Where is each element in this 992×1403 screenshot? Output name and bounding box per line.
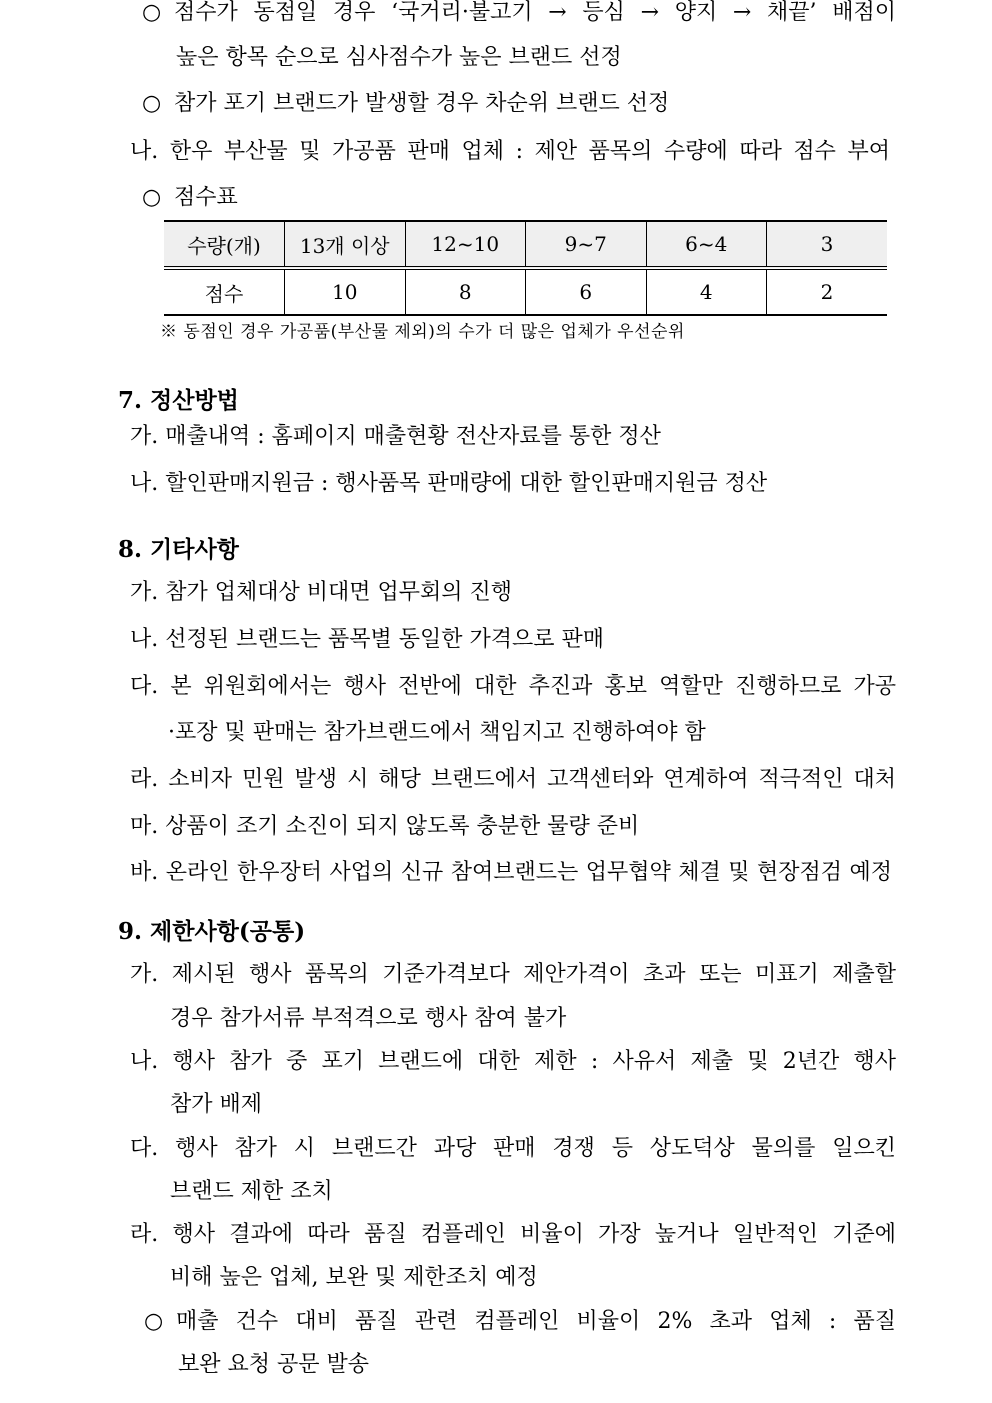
circle-bullet-icon: ○ — [142, 185, 162, 210]
section-9-item-continued: 경우 참가서류 부적격으로 행사 참여 불가 — [170, 1006, 567, 1031]
tie-rule-line-1: ○ 점수가 동점일 경우 ‘국거리·불고기 → 등심 → 양지 → 채끝’ 배점이 — [142, 0, 896, 25]
section-8-item: 마. 상품이 조기 소진이 되지 않도록 충분한 물량 준비 — [130, 814, 640, 839]
section-8-item: 다. 본 위원회에서는 행사 전반에 대한 추진과 홍보 역할만 진행하므로 가공 — [130, 674, 896, 699]
circle-bullet-icon: ○ — [142, 0, 162, 25]
table-cell: 점수 — [164, 268, 285, 315]
section-9-item-continued: 비해 높은 업체, 보완 및 제한조치 예정 — [170, 1265, 538, 1290]
section-7-item: 가. 매출내역 : 홈페이지 매출현황 전산자료를 통한 정산 — [130, 424, 661, 449]
complaint-rule-line-1: ○ 매출 건수 대비 품질 관련 컴플레인 비율이 2% 초과 업체 : 품질 — [144, 1309, 896, 1334]
section-8-title: 8. 기타사항 — [118, 536, 239, 563]
table-cell: 2 — [767, 268, 888, 315]
section-8-item: 나. 선정된 브랜드는 품목별 동일한 가격으로 판매 — [130, 627, 604, 652]
score-table-note: ※ 동점인 경우 가공품(부산물 제외)의 수가 더 많은 업체가 우선순위 — [160, 322, 685, 342]
table-header-cell: 수량(개) — [164, 221, 285, 268]
table-header-cell: 12~10 — [405, 221, 526, 268]
score-table — [164, 220, 887, 316]
section-9-item: 다. 행사 참가 시 브랜드간 과당 판매 경쟁 등 상도덕상 물의를 일으킨 — [130, 1136, 896, 1161]
section-9-item-continued: 참가 배제 — [170, 1092, 263, 1117]
complaint-rule-line-2: 보완 요청 공문 발송 — [178, 1352, 369, 1377]
byproduct-scoring-item: 나. 한우 부산물 및 가공품 판매 업체 : 제안 품목의 수량에 따라 점수 부여 — [130, 139, 890, 164]
score-table-value-row — [164, 268, 887, 315]
section-8-item: 가. 참가 업체대상 비대면 업무회의 진행 — [130, 580, 512, 605]
section-8-item: 바. 온라인 한우장터 사업의 신규 참여브랜드는 업무협약 체결 및 현장점검 예정 — [130, 860, 892, 885]
withdrawal-rule: ○ 참가 포기 브랜드가 발생할 경우 차순위 브랜드 선정 — [142, 91, 670, 116]
table-header-cell: 13개 이상 — [285, 221, 406, 268]
section-7-item: 나. 할인판매지원금 : 행사품목 판매량에 대한 할인판매지원금 정산 — [130, 471, 768, 496]
score-table-header-row — [164, 221, 887, 268]
table-cell: 6 — [526, 268, 647, 315]
table-header-cell: 6~4 — [646, 221, 767, 268]
table-header-cell: 3 — [767, 221, 888, 268]
table-cell: 4 — [646, 268, 767, 315]
section-8-item-continued: ·포장 및 판매는 참가브랜드에서 책임지고 진행하여야 함 — [168, 720, 706, 745]
section-9-title: 9. 제한사항(공통) — [118, 918, 306, 945]
table-cell: 8 — [405, 268, 526, 315]
table-cell: 10 — [285, 268, 406, 315]
score-table-label: ○ 점수표 — [142, 185, 238, 210]
section-9-item-continued: 브랜드 제한 조치 — [170, 1179, 333, 1204]
section-9-item: 나. 행사 참가 중 포기 브랜드에 대한 제한 : 사유서 제출 및 2년간 행사 — [130, 1049, 896, 1074]
section-9-item: 라. 행사 결과에 따라 품질 컴플레인 비율이 가장 높거나 일반적인 기준에 — [130, 1222, 896, 1247]
circle-bullet-icon: ○ — [144, 1309, 164, 1334]
circle-bullet-icon: ○ — [142, 91, 162, 116]
section-8-item: 라. 소비자 민원 발생 시 해당 브랜드에서 고객센터와 연계하여 적극적인 대처 — [130, 767, 896, 792]
table-header-cell: 9~7 — [526, 221, 647, 268]
section-9-item: 가. 제시된 행사 품목의 기준가격보다 제안가격이 초과 또는 미표기 제출할 — [130, 962, 896, 987]
section-7-title: 7. 정산방법 — [118, 387, 239, 414]
tie-rule-line-2: 높은 항목 순으로 심사점수가 높은 브랜드 선정 — [176, 45, 622, 70]
